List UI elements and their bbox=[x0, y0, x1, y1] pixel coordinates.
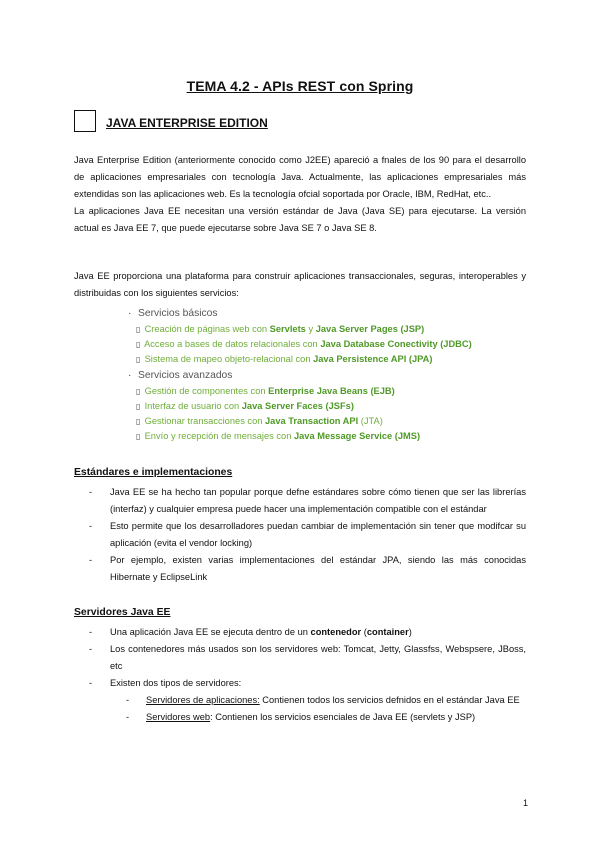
sub-list-item: - Servidores de aplicaciones: Contienen todos los servicios defnidos en el estándar Java EE bbox=[126, 695, 520, 705]
checkbox-glyph-icon: ▯ bbox=[136, 340, 141, 349]
page-title: TEMA 4.2 - APIs REST con Spring bbox=[186, 78, 414, 94]
checkbox-glyph-icon: ▯ bbox=[136, 432, 141, 441]
list-item: - Esto permite que los desarrolladores puedan cambiar de implementación sin tener que modifcar su aplicación (evita el vendor locking) bbox=[89, 521, 526, 548]
bullet-dot-icon: · bbox=[128, 308, 132, 319]
checkbox-glyph-icon: ▯ bbox=[136, 417, 141, 426]
basic-service-item: ▯ Creación de páginas web con Servlets y Java Server Pages (JSP) bbox=[128, 322, 548, 337]
advanced-services-group bbox=[128, 368, 548, 444]
intro-paragraph bbox=[74, 152, 526, 237]
checkbox-glyph-icon: ▯ bbox=[136, 325, 141, 334]
bullet-dot-icon: · bbox=[128, 370, 132, 381]
checkbox-glyph-icon: ▯ bbox=[136, 355, 141, 364]
standards-heading: Estándares e implementaciones bbox=[74, 467, 233, 478]
basic-service-item: ▯ Acceso a bases de datos relacionales con Java Database Conectivity (JDBC) bbox=[128, 337, 548, 352]
basic-services-group bbox=[128, 306, 548, 367]
basic-services-title: · Servicios básicos bbox=[128, 306, 548, 322]
list-item: - Java EE se ha hecho tan popular porque defne estándares sobre cómo tienen que ser las librerías (interfaz) y cualquier empresa puede hacer una implementación compatible con el estándar bbox=[89, 487, 526, 514]
page-number: 1 bbox=[523, 798, 529, 808]
intro-text-1: Java Enterprise Edition (anteriormente conocido como J2EE) apareció a fnales de los 90 para el desarrollo de aplicaciones empresariales con tecnología Java. Actualmente, las aplicaciones empresariales más extendidas son las aplicaciones web. Es la tecnología ofcial soportada por Oracle, IBM, RedHat, etc.. bbox=[74, 155, 526, 199]
basic-service-item: ▯ Sistema de mapeo objeto-relacional con Java Persistence API (JPA) bbox=[128, 352, 548, 367]
servers-list bbox=[74, 624, 526, 726]
advanced-service-item: ▯ Envío y recepción de mensajes con Java Message Service (JMS) bbox=[128, 429, 548, 444]
list-item: - Por ejemplo, existen varias implementaciones del estándar JPA, siendo las más conocidas Hibernate y EclipseLink bbox=[89, 555, 526, 582]
list-item: - Los contenedores más usados son los servidores web: Tomcat, Jetty, Glassfss, Webspsere, JBoss, etc bbox=[89, 644, 526, 671]
section-heading: JAVA ENTERPRISE EDITION bbox=[106, 116, 268, 130]
platform-paragraph bbox=[74, 268, 526, 302]
advanced-services-title: · Servicios avanzados bbox=[128, 368, 548, 384]
list-item: - Existen dos tipos de servidores: bbox=[89, 678, 242, 688]
checkbox-glyph-icon: ▯ bbox=[136, 402, 141, 411]
list-item: - Una aplicación Java EE se ejecuta dentro de un contenedor (container) bbox=[89, 627, 412, 637]
advanced-service-item: ▯ Gestión de componentes con Enterprise Java Beans (EJB) bbox=[128, 384, 548, 399]
standards-list bbox=[74, 484, 526, 586]
sub-list-item: - Servidores web: Contienen los servicios esenciales de Java EE (servlets y JSP) bbox=[126, 712, 476, 722]
advanced-service-item: ▯ Interfaz de usuario con Java Server Faces (JSFs) bbox=[128, 399, 548, 414]
servers-heading: Servidores Java EE bbox=[74, 607, 171, 618]
advanced-service-item: ▯ Gestionar transacciones con Java Transaction API (JTA) bbox=[128, 414, 548, 429]
checkbox-glyph-icon: ▯ bbox=[136, 387, 141, 396]
section-checkbox bbox=[74, 110, 96, 132]
intro-text-2: La aplicaciones Java EE necesitan una versión estándar de Java (Java SE) para ejecutarse. La versión actual es Java EE 7, que puede ejecutarse sobre Java SE 7 o Java SE 8. bbox=[74, 206, 526, 233]
platform-text: Java EE proporciona una plataforma para construir aplicaciones transaccionales, seguras, interoperables y distribuidas con los siguientes servicios: bbox=[74, 271, 526, 298]
